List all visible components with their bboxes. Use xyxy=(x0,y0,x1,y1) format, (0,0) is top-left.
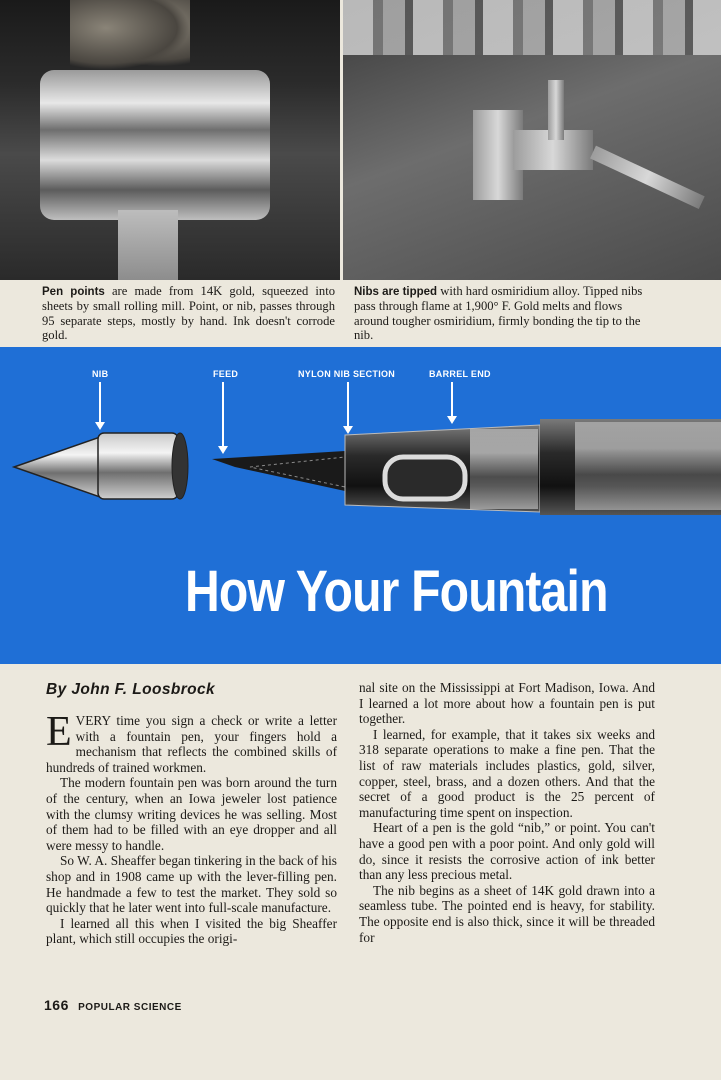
nylon-section-part xyxy=(345,425,540,512)
hands-image xyxy=(70,0,190,70)
nib-part xyxy=(14,433,188,499)
article-column-1 xyxy=(46,709,337,947)
article-headline: How Your Fountain xyxy=(185,559,608,624)
paragraph: nal site on the Mississippi at Fort Madison, Iowa. And I learned a lot more about how a fountain pen is put together. xyxy=(359,680,655,727)
paragraph: I learned all this when I visited the big Sheaffer plant, which still occupies the origi- xyxy=(46,915,337,947)
caption-text: are made from 14K gold, squeezed into sheets by small rolling mill. Point, or nib, passes through 95 separate steps, mostly by hand. Ink doesn't corrode gold. xyxy=(42,284,335,343)
arrow-nib xyxy=(99,382,101,424)
caption-lead: Nibs are tipped xyxy=(354,286,438,298)
photo-rolling-mill xyxy=(0,0,340,280)
photo-caption-left xyxy=(42,284,335,343)
article-column-2 xyxy=(359,680,655,945)
gold-sheet-image xyxy=(118,210,178,280)
tipping-machine-image xyxy=(453,90,653,230)
magazine-name: POPULAR SCIENCE xyxy=(78,1002,182,1013)
photo-nib-tipping xyxy=(343,0,721,280)
paragraph xyxy=(46,709,337,775)
nib-holders-image xyxy=(343,0,721,55)
photo-caption-right xyxy=(354,284,650,343)
label-nylon-nib-section: NYLON NIB SECTION xyxy=(298,369,396,379)
drop-cap: E xyxy=(46,709,72,755)
paragraph: I learned, for example, that it takes six weeks and 318 separate operations to make a fine pen. That the list of raw materials includes plastics, gold, silver, copper, steel, brass, and a dozen others. And that the secret of a good product is the 25 percent of manufacturing time spent on inspection. xyxy=(359,726,655,820)
caption-lead: Pen points xyxy=(42,286,105,298)
barrel-part xyxy=(540,419,721,515)
feed-part xyxy=(212,451,345,491)
paragraph-text: VERY time you sign a check or write a letter with a fountain pen, your fingers hold a mechanism that reflects the combined skills of hundreds of trained workmen. xyxy=(46,713,337,775)
byline: By John F. Loosbrock xyxy=(46,681,216,698)
caption-text: with hard osmiridium alloy. Tipped nibs pass through flame at 1,900° F. Gold melts and flows around tougher osmiridium, firmly bonding the tip to the nib. xyxy=(354,284,643,343)
paragraph: The nib begins as a sheet of 14K gold drawn into a seamless tube. The pointed end is heavy, for stability. The opposite end is also thick, since it will be threaded for xyxy=(359,882,655,945)
arrow-barrel xyxy=(451,382,453,418)
page-number: 166 xyxy=(44,997,69,1013)
label-barrel-end: BARREL END xyxy=(429,369,491,379)
paragraph: Heart of a pen is the gold “nib,” or point. You can't have a good pen with a poor point. And only gold will do, since it resists the corrosive action of ink better than any less precious metal. xyxy=(359,820,655,883)
arrow-nylon xyxy=(347,382,349,428)
page-footer xyxy=(44,997,182,1013)
label-feed: FEED xyxy=(213,369,239,379)
roller-image xyxy=(40,70,270,220)
paragraph: So W. A. Sheaffer began tinkering in the back of his shop and in 1908 came up with the lever-filling pen. He handmade a few to test the market. They sold so quickly that he later went into full-scale manufacture. xyxy=(46,853,337,916)
arrow-feed xyxy=(222,382,224,448)
paragraph: The modern fountain pen was born around the turn of the century, when an Iowa jeweler lost patience with the clumsy writing devices he was selling. Most of them had to be filled with an eye dropper and all were messy to handle. xyxy=(46,775,337,853)
label-nib: NIB xyxy=(92,369,109,379)
